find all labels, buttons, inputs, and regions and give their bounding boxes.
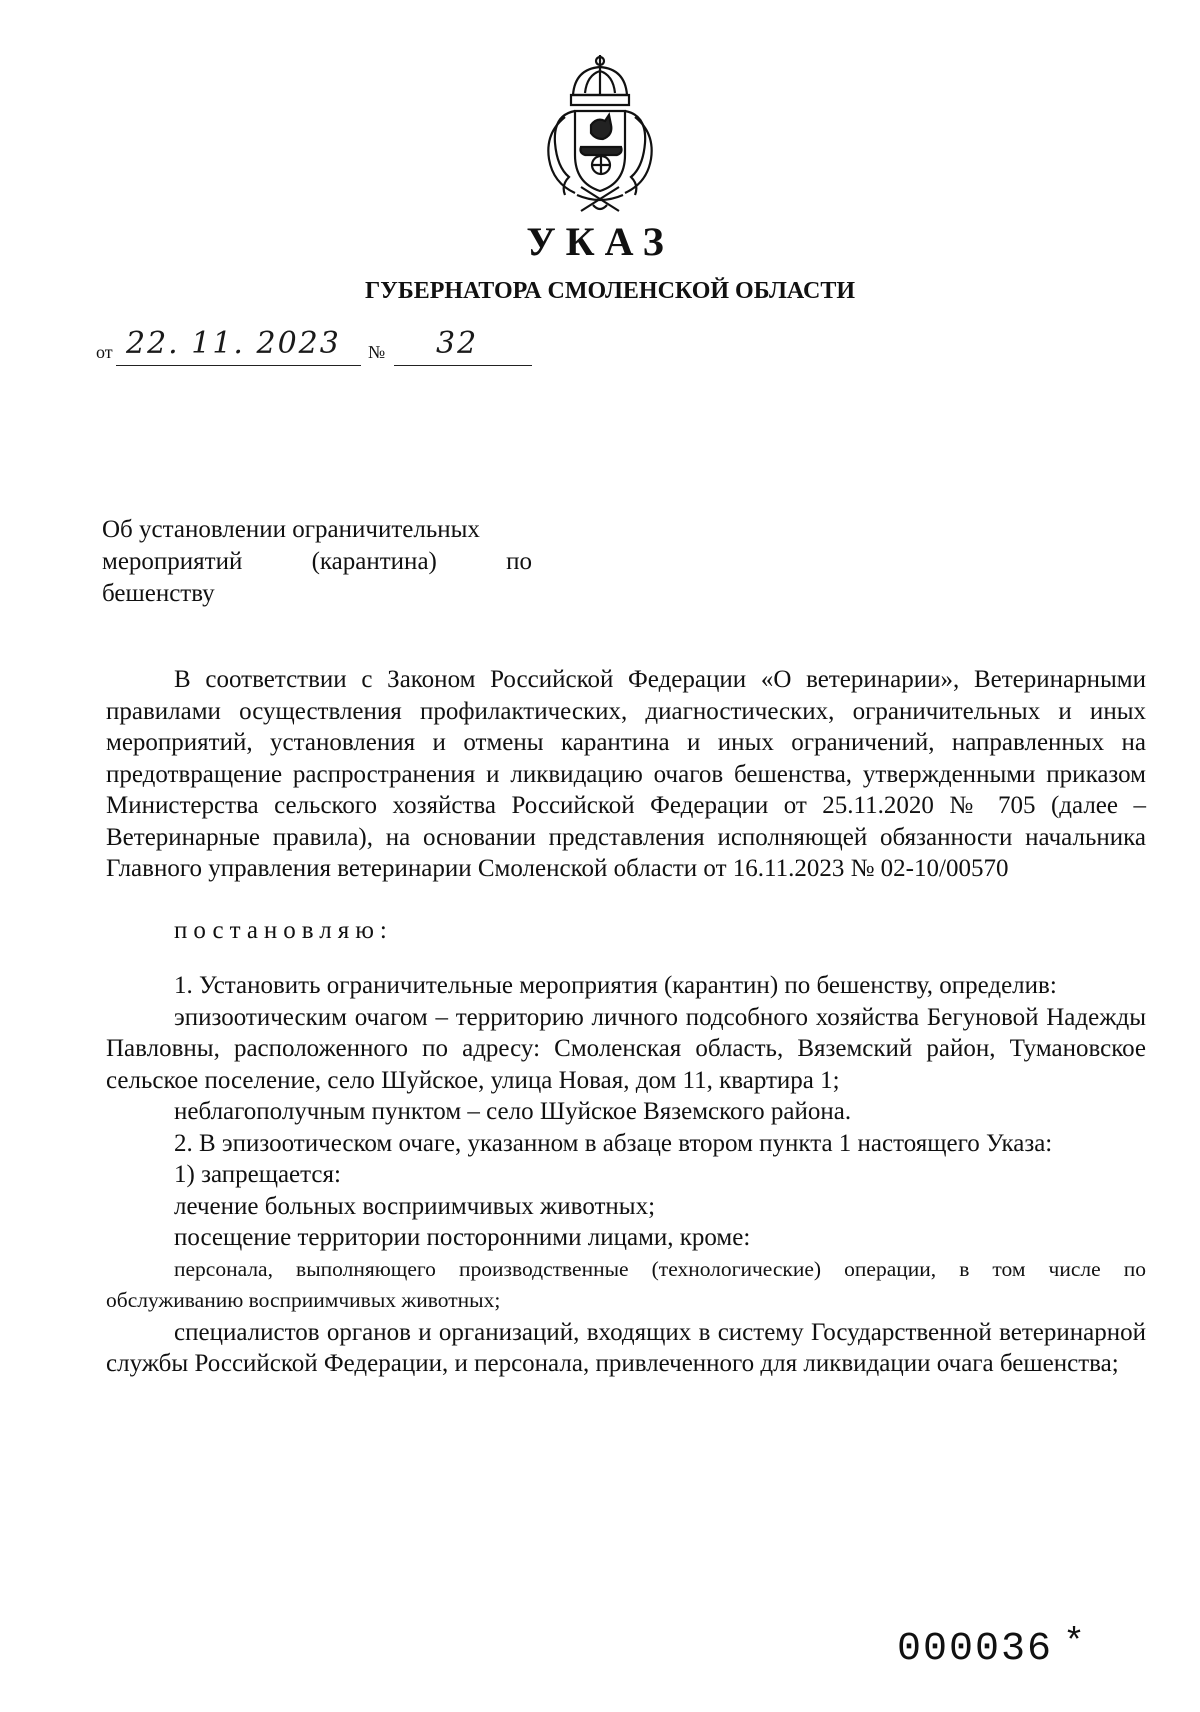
subitem-2-1-a: лечение больных восприимчивых животных; [174, 1192, 656, 1220]
topic-word: по [506, 548, 532, 575]
subitem-2-1-b: посещение территории посторонними лицами, кроме: [174, 1224, 751, 1251]
date-number-line [96, 326, 536, 366]
subitem-2-1-b1: персонала, выполняющего производственные (технологические) операции, в том числе по обслуживанию восприимчивых животных; [106, 1256, 1146, 1312]
topic-line-justified [102, 546, 532, 578]
smolensk-coat-of-arms-emblem [535, 55, 665, 215]
date-from-label: от [96, 342, 113, 362]
paragraph-1-focus: эпизоотическим очагом – территорию личного подсобного хозяйства Бегуновой Надежды Павловны, расположенного по адресу: Смоленская область, Вяземский район, Тумановское сельское поселение, село Шуйское, улица Новая, дом 11, квартира 1; [106, 1003, 1146, 1094]
paragraph-2: 2. В эпизоотическом очаге, указанном в абзаце втором пункта 1 настоящего Указа: [174, 1129, 1053, 1157]
topic-word: (карантина) [311, 548, 437, 575]
paragraph-1: 1. Установить ограничительные мероприятия (карантин) по бешенству, определив: [174, 972, 1057, 999]
handwritten-number: 32 [436, 326, 479, 361]
topic-word: мероприятий [102, 548, 243, 575]
handwritten-date: 22. 11. 2023 [126, 326, 341, 361]
topic-line: бешенству [102, 580, 215, 607]
serial-digits: 000036 [897, 1627, 1054, 1672]
preamble-paragraph: В соответствии с Законом Российской Федерации «О ветеринарии», Ветеринарными правилами осуществления профилактических, диагностических, ограничительных и иных мероприятий, установления и отмены карантина и иных ограничений, направленных на предотвращение распространения и ликвидацию очагов бешенства, утвержденными приказом Министерства сельского хозяйства Российской Федерации от 25.11.2020 № 705 (далее – Ветеринарные правила), на основании представления исполняющей обязанности начальника Главного управления ветеринарии Смоленской области от 16.11.2023 № 02-10/00570 [106, 666, 1146, 882]
document-body [106, 664, 1146, 1380]
form-serial-number [897, 1618, 1083, 1672]
number-label: № [368, 342, 386, 362]
number-underline [394, 365, 532, 366]
document-subtitle: ГУБЕРНАТОРА СМОЛЕНСКОЙ ОБЛАСТИ [364, 278, 856, 304]
paragraph-1-point: неблагополучным пунктом – село Шуйское Вяземского района. [174, 1098, 852, 1125]
subitem-2-1-b2: специалистов органов и организаций, входящих в систему Государственной ветеринарной службы Российской Федерации, и персонала, привлеченного для ликвидации очага бешенства; [106, 1318, 1146, 1377]
date-underline [116, 365, 361, 366]
subitem-2-1: 1) запрещается: [174, 1161, 341, 1188]
document-topic [102, 514, 532, 610]
decree-word: постановляю: [174, 916, 393, 944]
serial-mark: * [1067, 1618, 1084, 1659]
topic-line: Об установлении ограничительных [102, 516, 480, 543]
document-title: УКАЗ [526, 219, 674, 264]
